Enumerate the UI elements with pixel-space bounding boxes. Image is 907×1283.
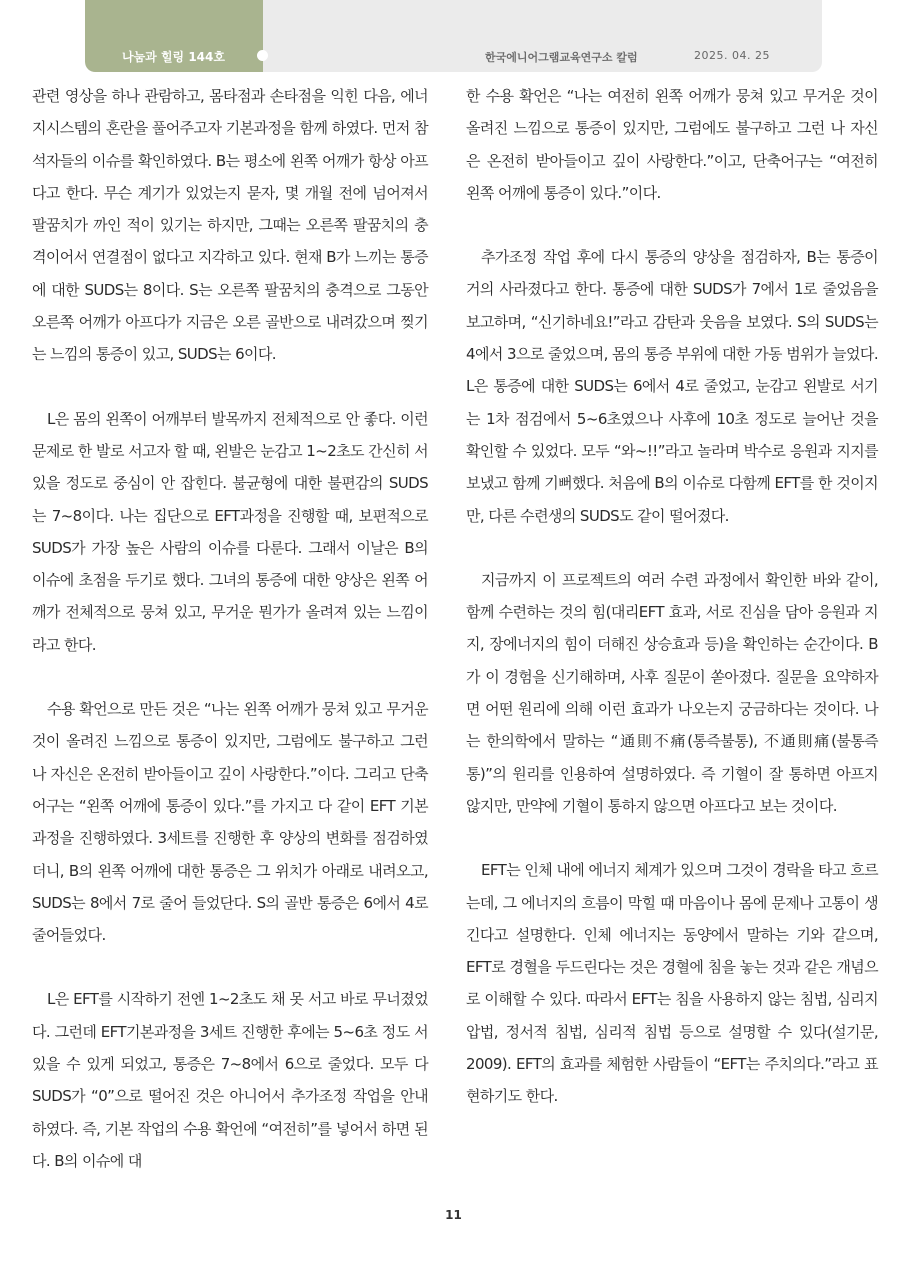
paragraph: 추가조정 작업 후에 다시 통증의 양상을 점검하자, B는 통증이 거의 사라졌다고 한다. 통증에 대한 SUDS가 7에서 1로 줄었음을 보고하며, “신기하네요!”라고 감탄과 웃음을 보였다. S의 SUDS는 4에서 3으로 줄었으며, 몸의 통증 부위에 대한 가동 범위가 늘었다. L은 통증에 대한 SUDS는 6에서 4로 줄었고, 눈감고 왼발로 서기는 1차 점검에서 5~6초였으나 사후에 10초 정도로 늘어난 것을 확인할 수 있었다. 모두 “와~!!”라고 놀라며 박수로 응원과 지지를 보냈고 함께 기뻐했다. 처음에 B의 이슈로 다함께 EFT를 한 것이지만, 다른 수련생의 SUDS도 같이 떨어졌다.: [466, 248, 878, 525]
paragraph: EFT는 인체 내에 에너지 체계가 있으며 그것이 경락을 타고 흐르는데, 그 에너지의 흐름이 막힐 때 마음이나 몸에 문제나 고통이 생긴다고 설명한다. 인체 에너지는 동양에서 말하는 기와 같으며, EFT로 경혈을 두드린다는 것은 경혈에 침을 놓는 것과 같은 개념으로 이해할 수 있다. 따라서 EFT는 침을 사용하지 않는 침법, 심리지압법, 정서적 침법, 심리적 침법 등으로 설명할 수 있다(설기문, 2009). EFT의 효과를 체험한 사람들이 “EFT는 주치의다.”라고 표현하기도 한다.: [466, 861, 878, 1106]
paragraph: 지금까지 이 프로젝트의 여러 수련 과정에서 확인한 바와 같이, 함께 수련하는 것의 힘(대리EFT 효과, 서로 진심을 담아 응원과 지지, 장에너지의 힘이 더해진 상승효과 등)을 확인하는 순간이다. B가 이 경험을 신기해하며, 사후 질문이 쏟아졌다. 질문을 요약하자면 어떤 원리에 의해 이런 효과가 나오는지 궁금하다는 것이다. 나는 한의학에서 말하는 “通則不痛(통즉불통), 不通則痛(불통즉통)”의 원리를 인용하여 설명하였다. 즉 기혈이 잘 통하면 아프지 않지만, 만약에 기혈이 통하지 않으면 아프다고 보는 것이다.: [466, 570, 878, 815]
right-column: [466, 80, 878, 1113]
paragraph: 수용 확언으로 만든 것은 “나는 왼쪽 어깨가 뭉쳐 있고 무거운 것이 올려진 느낌으로 통증이 있지만, 그럼에도 불구하고 그런 나 자신은 온전히 받아들이고 깊이 사랑한다.”이다. 그리고 단축 어구는 “왼쪽 어깨에 통증이 있다.”를 가지고 다 같이 EFT 기본과정을 진행하였다. 3세트를 진행한 후 양상의 변화를 점검하였더니, B의 왼쪽 어깨에 대한 통증은 그 위치가 아래로 내려오고, SUDS는 8에서 7로 줄어 들었단다. S의 골반 통증은 6에서 4로 줄어들었다.: [32, 700, 428, 945]
page-number: 11: [445, 1208, 462, 1222]
issue-label: 나눔과 힐링 144호: [122, 50, 225, 64]
paragraph: 관련 영상을 하나 관람하고, 몸타점과 손타점을 익힌 다음, 에너지시스템의 혼란을 풀어주고자 기본과정을 함께 하였다. 먼저 참석자들의 이슈를 확인하였다. B는 평소에 왼쪽 어깨가 항상 아프다고 한다. 무슨 계기가 있었는지 묻자, 몇 개월 전에 넘어져서 팔꿈치가 까인 적이 있기는 하지만, 그때는 오른쪽 팔꿈치의 충격이어서 연결점이 없다고 지각하고 있다. 현재 B가 느끼는 통증에 대한 SUDS는 8이다. S는 오른쪽 팔꿈치의 충격으로 그동안 오른쪽 어깨가 아프다가 지금은 오른 골반으로 내려갔으며 찢기는 느낌의 통증이 있고, SUDS는 6이다.: [32, 87, 428, 364]
publish-date: 2025. 04. 25: [694, 49, 770, 62]
header-dot-icon: [257, 50, 268, 61]
column-name: 한국에니어그램교육연구소 칼럼: [485, 51, 638, 64]
paragraph: 한 수용 확언은 “나는 여전히 왼쪽 어깨가 뭉쳐 있고 무거운 것이 올려진 느낌으로 통증이 있지만, 그럼에도 불구하고 그런 나 자신은 온전히 받아들이고 깊이 사랑한다.”이고, 단축어구는 “여전히 왼쪽 어깨에 통증이 있다.”이다.: [466, 87, 878, 202]
left-column: [32, 80, 428, 1177]
paragraph: L은 EFT를 시작하기 전엔 1~2초도 채 못 서고 바로 무너졌었다. 그런데 EFT기본과정을 3세트 진행한 후에는 5~6초 정도 서 있을 수 있게 되었고, 통증은 7~8에서 6으로 줄었다. 모두 다 SUDS가 “0”으로 떨어진 것은 아니어서 추가조정 작업을 안내하였다. 즉, 기본 작업의 수용 확언에 “여전히”를 넣어서 하면 된다. B의 이슈에 대: [32, 990, 428, 1170]
page-header: [85, 0, 822, 72]
paragraph: L은 몸의 왼쪽이 어깨부터 발목까지 전체적으로 안 좋다. 이런 문제로 한 발로 서고자 할 때, 왼발은 눈감고 1~2초도 간신히 서 있을 정도로 중심이 안 잡힌다. 불균형에 대한 불편감의 SUDS는 7~8이다. 나는 집단으로 EFT과정을 진행할 때, 보편적으로 SUDS가 가장 높은 사람의 이슈를 다룬다. 그래서 이날은 B의 이슈에 초점을 두기로 했다. 그녀의 통증에 대한 양상은 왼쪽 어깨가 전체적으로 뭉쳐 있고, 무거운 뭔가가 올려져 있는 느낌이라고 한다.: [32, 409, 428, 654]
